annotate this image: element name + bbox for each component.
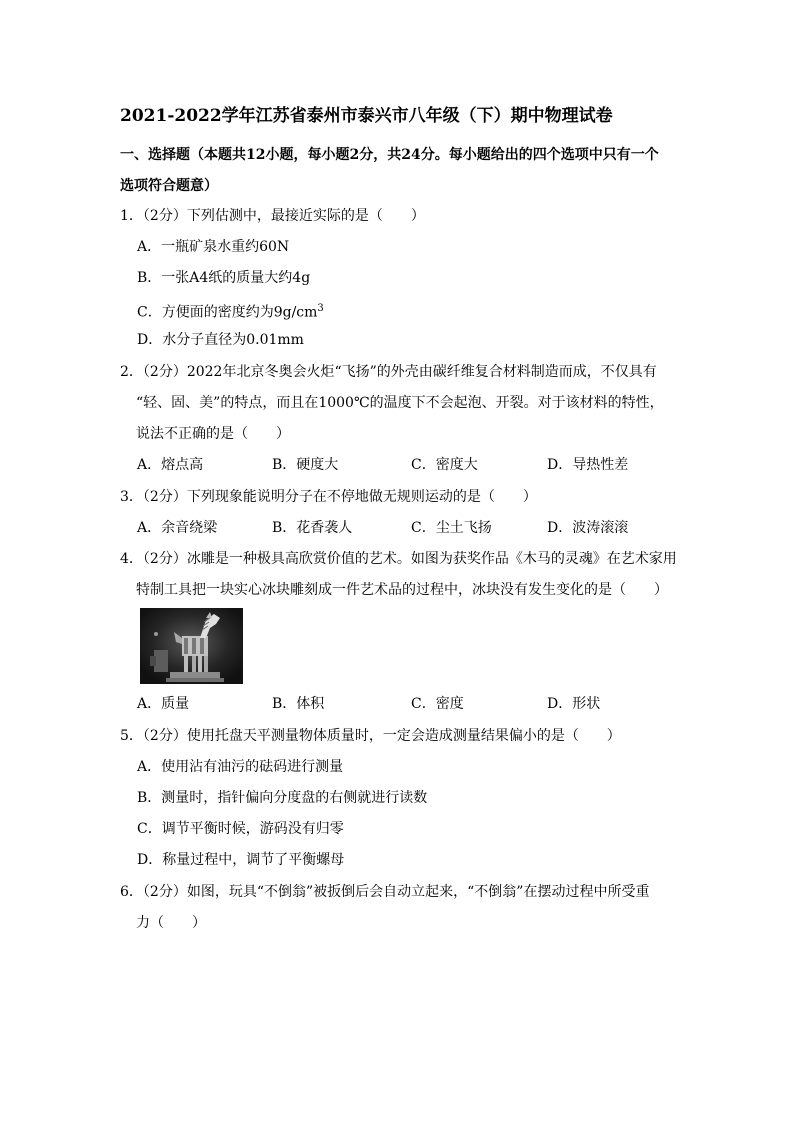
question-6-stem-line1: 6．（2分）如图，玩具“不倒翁”被扳倒后会自动立起来，“不倒翁”在摆动过程中所受重 <box>120 884 650 900</box>
question-1-option-b: B．一张A4纸的质量大约4g <box>137 270 311 286</box>
question-5-option-a: A．使用沾有油污的砝码进行测量 <box>137 759 344 775</box>
question-5-option-b: B．测量时，指针偏向分度盘的右侧就进行读数 <box>137 790 428 806</box>
question-4-option-c: C．密度 <box>411 696 464 712</box>
page-title: 2021-2022学年江苏省泰州市泰兴市八年级（下）期中物理试卷 <box>120 106 613 126</box>
question-3-option-b: B．花香袭人 <box>272 520 353 536</box>
question-5-stem: 5．（2分）使用托盘天平测量物体质量时，一定会造成测量结果偏小的是（ ） <box>120 728 621 744</box>
question-2-option-d: D．导热性差 <box>547 457 629 473</box>
question-4-option-d: D．形状 <box>547 696 601 712</box>
question-4-option-b: B．体积 <box>272 696 325 712</box>
question-3-stem: 3．（2分）下列现象能说明分子在不停地做无规则运动的是（ ） <box>120 489 537 505</box>
question-1-option-d: D．水分子直径为0.01mm <box>137 332 304 348</box>
question-2-option-c: C．密度大 <box>411 457 478 473</box>
question-2-option-a: A．熔点高 <box>137 457 204 473</box>
question-4-stem-line1: 4．（2分）冰雕是一种极具高欣赏价值的艺术。如图为获奖作品《木马的灵魂》在艺术家用 <box>120 551 677 567</box>
question-1-option-c-text: C．方便面的密度约为9g/cm <box>137 304 318 321</box>
question-1-stem: 1．（2分）下列估测中，最接近实际的是（ ） <box>120 208 425 224</box>
question-2-stem-line2: “轻、固、美”的特点，而且在1000℃的温度下不会起泡、开裂。对于该材料的特性， <box>136 395 664 411</box>
question-3-option-d: D．波涛滚滚 <box>547 520 629 536</box>
ice-sculpture-photo <box>140 608 243 684</box>
question-3-option-c: C．尘土飞扬 <box>411 520 492 536</box>
question-2-option-b: B．硬度大 <box>272 457 339 473</box>
question-6-stem-line2: 力（ ） <box>136 915 206 931</box>
question-4-stem-line2: 特制工具把一块实心冰块雕刻成一件艺术品的过程中，冰块没有发生变化的是（ ） <box>136 582 668 598</box>
question-5-option-d: D．称量过程中，调节了平衡螺母 <box>137 852 345 868</box>
question-2-stem-line3: 说法不正确的是（ ） <box>136 426 290 442</box>
question-3-option-a: A．余音绕梁 <box>137 520 218 536</box>
question-1-option-c <box>137 299 324 323</box>
question-2-stem-line1: 2．（2分）2022年北京冬奥会火炬“飞扬”的外壳由碳纤维复合材料制造而成，不仅具有 <box>120 364 657 380</box>
question-4-option-a: A．质量 <box>137 696 190 712</box>
section-heading-line1: 一、选择题（本题共12小题，每小题2分，共24分。每小题给出的四个选项中只有一个 <box>120 147 659 163</box>
cubic-superscript: 3 <box>317 303 324 314</box>
section-heading-line2: 选项符合题意） <box>120 178 218 194</box>
question-5-option-c: C．调节平衡时候，游码没有归零 <box>137 821 344 837</box>
question-1-option-a: A．一瓶矿泉水重约60N <box>137 239 290 255</box>
